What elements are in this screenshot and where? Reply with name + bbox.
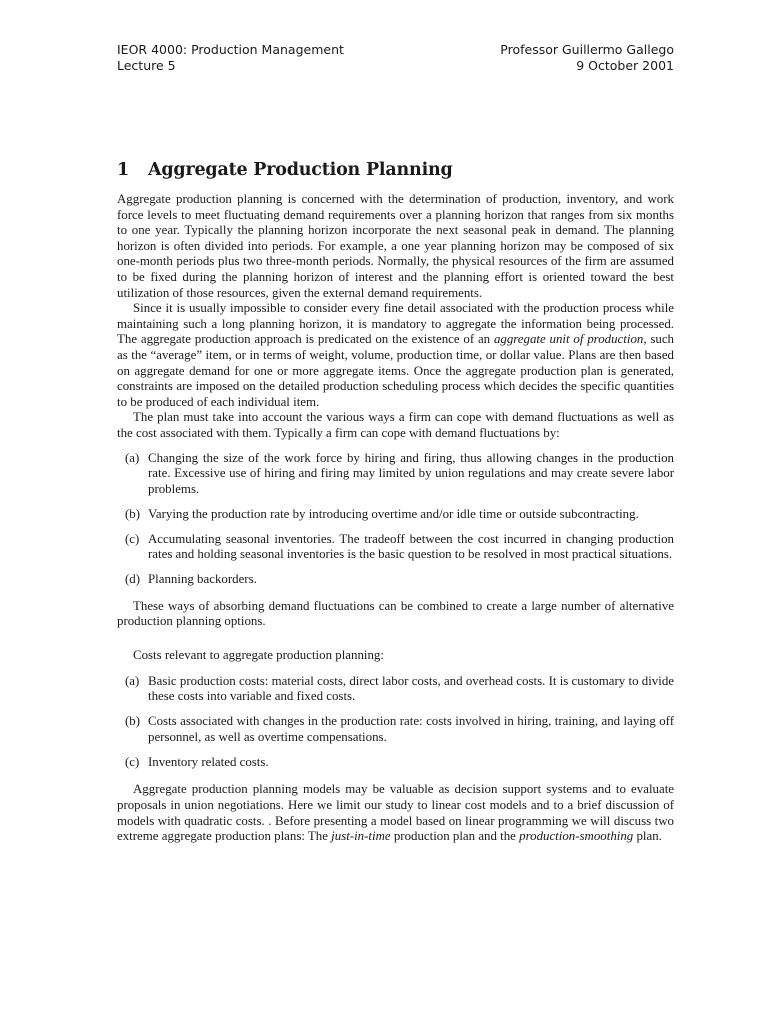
section-heading	[117, 160, 453, 180]
list-item-label: (a)	[125, 673, 140, 688]
list-item	[117, 451, 674, 498]
lecture-date: 9 October 2001	[576, 58, 674, 73]
list-item-label: (b)	[125, 714, 141, 729]
lecture-number: Lecture 5	[117, 58, 176, 73]
paragraph-combinations: These ways of absorbing demand fluctuations can be combined to create a large number of alternative production planning options.	[117, 598, 674, 629]
emphasis-production-smoothing: production-smoothing	[519, 829, 634, 844]
paragraph-aggregation	[117, 301, 674, 410]
list-item-label: (c)	[125, 754, 140, 769]
list-item-label: (b)	[125, 506, 141, 521]
paragraph-coping: The plan must take into account the various ways a firm can cope with demand fluctuations as well as the cost associated with them. Typically a firm can cope with demand fluctuations by:	[117, 410, 674, 440]
header-right	[500, 42, 674, 74]
paragraph-aggregation-part1: Since it is usually impossible to consider every fine detail associated with the production process while maintaining such a long planning horizon, it is mandatory to aggregate the information being processed. The aggregate production approach is predicated on the existence of an	[117, 301, 674, 347]
list-item-text: Accumulating seasonal inventories. The tradeoff between the cost incurred in changing production rates and holding seasonal inventories is the basic question to be resolved in most practical situations.	[148, 531, 674, 562]
list-item	[117, 674, 674, 705]
header-left	[117, 42, 344, 74]
costs-list	[117, 674, 674, 771]
course-title: IEOR 4000: Production Management	[117, 42, 344, 57]
section-title-text: Aggregate Production Planning	[148, 160, 453, 180]
list-item-label: (a)	[125, 450, 140, 465]
list-item-text: Inventory related costs.	[148, 754, 269, 769]
professor-name: Professor Guillermo Gallego	[500, 42, 674, 57]
list-item	[117, 532, 674, 563]
list-item-label: (d)	[125, 572, 141, 587]
list-item-label: (c)	[125, 531, 140, 546]
document-body	[117, 192, 674, 845]
list-item-text: Varying the production rate by introducing overtime and/or idle time or outside subcontracting.	[148, 506, 639, 521]
paragraph-intro: Aggregate production planning is concerned with the determination of production, inventory, and work force levels to meet fluctuating demand requirements over a planning horizon that ranges from six months to one year. Typically the planning horizon incorporate the next seasonal peak in demand. The planning horizon is often divided into periods. For example, a one year planning horizon may be composed of six one-month periods plus two three-month periods. Normally, the physical resources of the firm are assumed to be fixed during the planning horizon of interest and the planning effort is oriented toward the best utilization of those resources, given the external demand requirements.	[117, 192, 674, 300]
list-item-text: Costs associated with changes in the production rate: costs involved in hiring, training, and laying off personnel, as well as overtime compensations.	[148, 714, 674, 744]
paragraph-aggregation-part2: , such as the “average” item, or in terms of weight, volume, production time, or dollar value. Plans are then based on aggregate demand for one or more aggregate items. Once the aggregate production plan is generated, constraints are imposed on the detailed production scheduling process which decides the specific quantities to be produced of each individual item.	[117, 332, 675, 409]
list-item	[117, 572, 674, 588]
paragraph-costs-intro: Costs relevant to aggregate production planning:	[133, 648, 384, 663]
list-item	[117, 714, 674, 745]
list-item-text: Planning backorders.	[148, 572, 257, 587]
emphasis-just-in-time: just-in-time	[331, 829, 391, 844]
section-number: 1	[117, 160, 129, 180]
fluctuation-strategies-list	[117, 451, 674, 588]
list-item	[117, 507, 674, 523]
list-item	[117, 755, 674, 771]
paragraph-models-part3: plan.	[633, 829, 662, 844]
list-item-text: Basic production costs: material costs, direct labor costs, and overhead costs. It is customary to divide these costs into variable and fixed costs.	[148, 673, 674, 704]
paragraph-models	[117, 782, 674, 844]
paragraph-models-part2: production plan and the	[390, 829, 520, 844]
emphasis-aggregate-unit: aggregate unit of production	[493, 332, 644, 347]
list-item-text: Changing the size of the work force by hiring and firing, thus allowing changes in the production rate. Excessive use of hiring and firing may limited by union regulations and may create severe labor problems.	[148, 450, 674, 496]
page-header	[117, 42, 674, 74]
paragraph-models-part1: Aggregate production planning models may be valuable as decision support systems and to evaluate proposals in union negotiations. Here we limit our study to linear cost models and to a brief discussion of models with quadratic costs. . Before presenting a model based on linear programming we will discuss two extreme aggregate production plans: The	[117, 782, 674, 844]
